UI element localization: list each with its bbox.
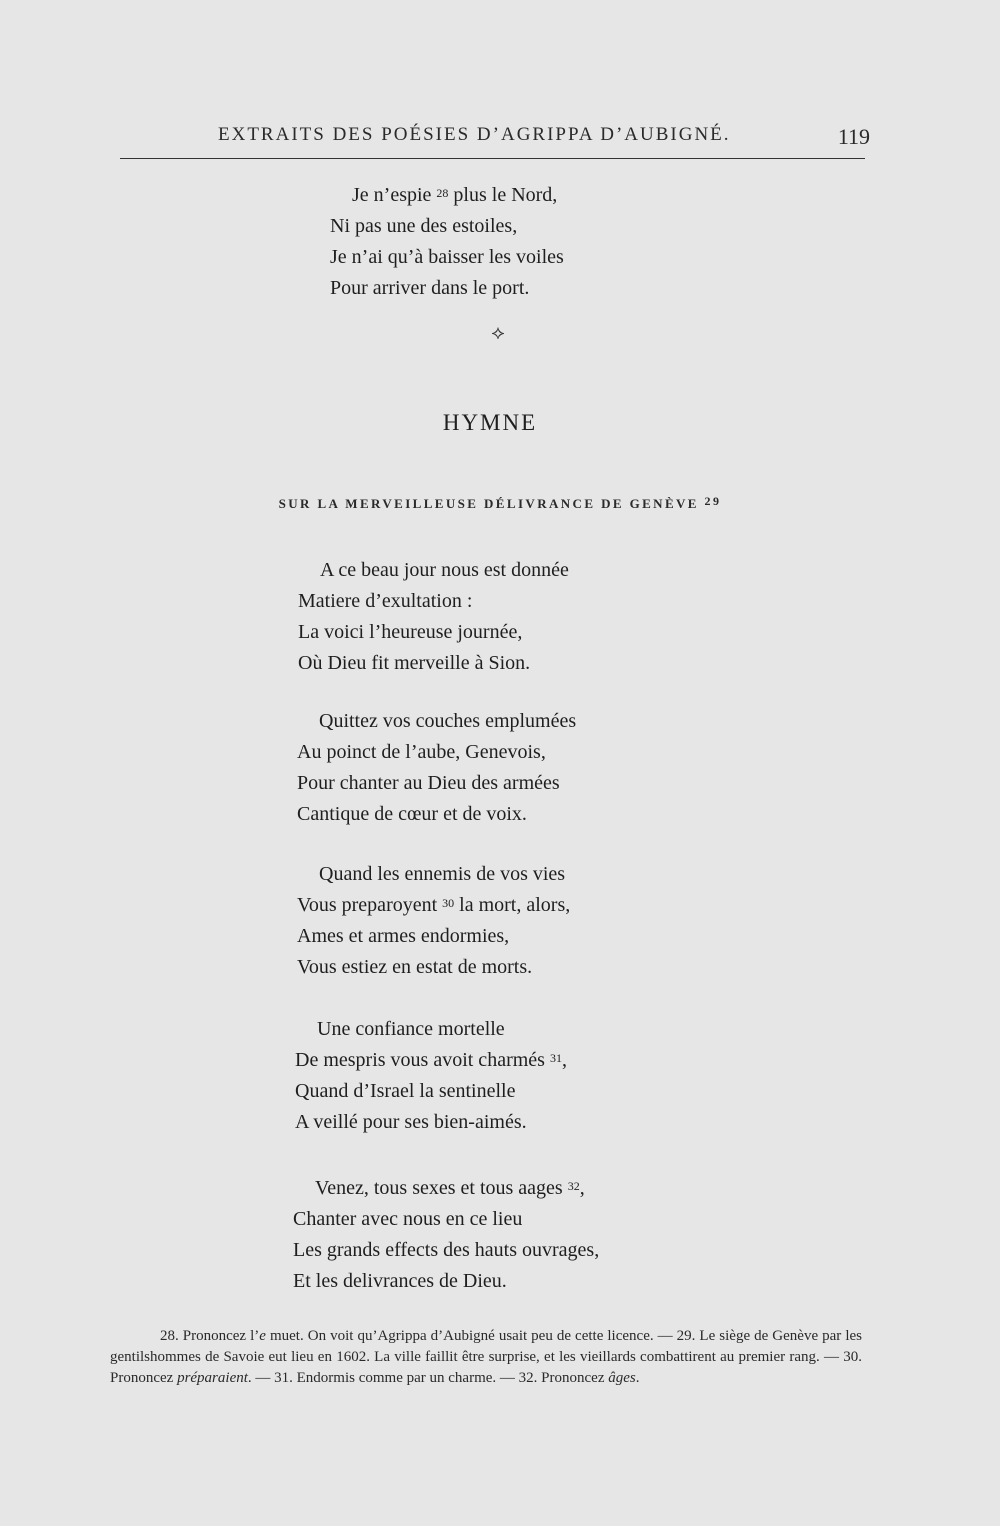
verse-line: A ce beau jour nous est donnée — [320, 559, 569, 581]
verse-line: Cantique de cœur et de voix. — [297, 803, 527, 825]
stanza-3 — [297, 859, 570, 983]
page-number: 119 — [837, 124, 870, 149]
verse-line: Quand d’Israel la sentinelle — [295, 1080, 516, 1102]
verse-line: Où Dieu fit merveille à Sion. — [298, 652, 531, 674]
header-rule — [120, 158, 865, 159]
footnotes — [110, 1326, 862, 1389]
opening-stanza — [330, 180, 564, 304]
verse-line: Ni pas une des estoiles, — [330, 215, 518, 237]
stanza-2 — [297, 706, 576, 830]
footnote-text: 28. Prononcez l’e muet. On voit qu’Agrippa d’Aubigné usait peu de cette licence. — 29. Le siège de Genève par les gentilshommes de Savoie eut lieu en 1602. La ville faillit être surprise, et les vieillards combattirent au premier rang. — 30. Prononcez préparaient. — 31. Endormis comme par un charme. — 32. Prononcez âges. — [110, 1328, 862, 1386]
verse-line: Pour chanter au Dieu des armées — [297, 772, 560, 794]
running-head: EXTRAITS DES POÉSIES D’AGRIPPA D’AUBIGNÉ. — [218, 124, 731, 145]
section-ornament: ⟡ — [491, 322, 505, 344]
verse-line: Venez, tous sexes et tous aages $^{32}$, — [315, 1177, 585, 1199]
footnote-ref: 31 — [549, 1051, 562, 1065]
stanza-4 — [295, 1014, 567, 1138]
footnote-ref: 32 — [567, 1179, 580, 1193]
verse-line: Pour arriver dans le port. — [330, 277, 530, 299]
verse-line: Au poinct de l’aube, Genevois, — [297, 741, 546, 763]
footnote-ref: 29 — [704, 494, 722, 508]
verse-line: De mespris vous avoit charmés $^{31}$, — [295, 1049, 567, 1071]
verse-line: Quittez vos couches emplumées — [319, 710, 577, 732]
verse-line: Quand les ennemis de vos vies — [319, 863, 566, 885]
footnote-ref: 28 — [436, 186, 449, 200]
poem-title: HYMNE — [442, 410, 538, 435]
verse-line: Et les delivrances de Dieu. — [293, 1270, 507, 1292]
verse-line: Les grands effects des hauts ouvrages, — [293, 1239, 600, 1261]
verse-line: Chanter avec nous en ce lieu — [293, 1208, 523, 1230]
verse-line: Ames et armes endormies, — [297, 925, 510, 947]
verse-line: Je n’espie $^{28}$ plus le Nord, — [352, 184, 558, 206]
poem-subtitle: SUR LA MERVEILLEUSE DÉLIVRANCE DE GENÈVE $^{29}$ — [278, 494, 722, 511]
verse-line: La voici l’heureuse journée, — [298, 621, 523, 643]
verse-line: Matiere d’exultation : — [298, 590, 473, 612]
stanza-5 — [293, 1173, 599, 1297]
verse-line: Je n’ai qu’à baisser les voiles — [330, 246, 564, 268]
verse-line: Vous preparoyent $^{30}$ la mort, alors, — [297, 894, 571, 916]
verse-line: A veillé pour ses bien-aimés. — [295, 1111, 527, 1133]
verse-line: Une confiance mortelle — [317, 1018, 505, 1040]
footnote-ref: 30 — [442, 896, 455, 910]
verse-line: Vous estiez en estat de morts. — [297, 956, 533, 978]
stanza-1 — [298, 555, 569, 679]
